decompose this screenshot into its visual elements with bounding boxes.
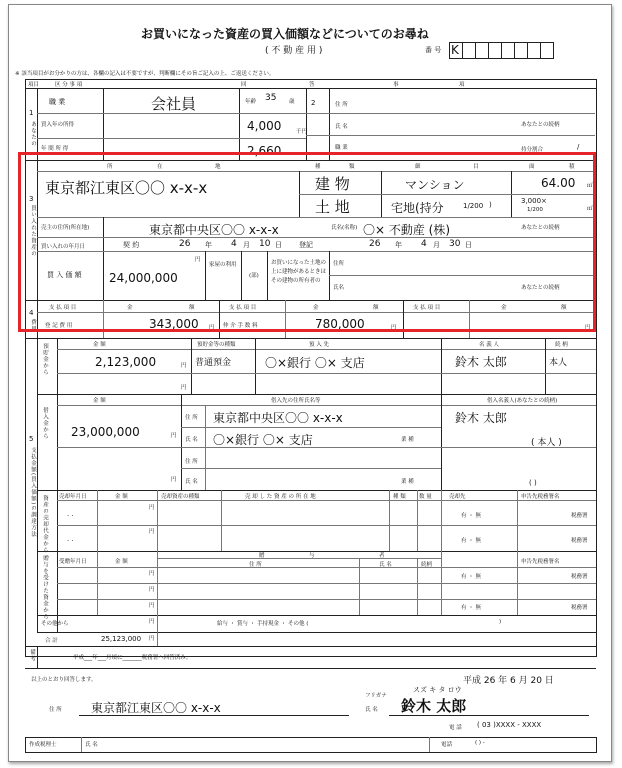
notes-text[interactable]: 平成___年___月頃に_______税務署へ回答済み。 (73, 655, 192, 661)
relation-header: 続 柄 (555, 342, 568, 348)
number-cell[interactable] (488, 42, 502, 59)
fee-header-amount-3a: 金 (501, 305, 507, 311)
notes-label: 備考 (29, 649, 35, 662)
fee-unit: 円 (391, 325, 397, 331)
gift-amount-header: 金 額 (115, 559, 128, 565)
property-detail-land[interactable]: 宅地(持分 (391, 201, 444, 215)
footer-address-label: 住 所 (49, 707, 62, 713)
spouse-name-label: 氏 名 (335, 124, 348, 130)
statement-text: 以上のとおり回答します。 (31, 677, 97, 683)
loan-amount[interactable]: 23,000,000 (71, 425, 140, 439)
col-header-detail-1: 細 (415, 164, 421, 170)
own-funds-unit: 円 (181, 385, 187, 391)
number-cell[interactable] (475, 42, 489, 59)
lender-name-label: 氏 名 (185, 437, 198, 443)
fee-unit: 円 (585, 325, 591, 331)
section-number-3: 3 (29, 195, 34, 203)
col-header-answer-4: 項 (459, 82, 465, 88)
section-number-2: 2 (311, 99, 316, 107)
section-number-4: 4 (29, 309, 34, 317)
number-cell[interactable] (527, 42, 541, 59)
contract-day[interactable]: 10 (259, 239, 271, 249)
loan-unit: 円 (171, 477, 177, 483)
preparer-row (25, 737, 597, 753)
col-header-type-2: 類 (349, 164, 355, 170)
fee-header-item-2: 支 払 項 目 (229, 305, 257, 311)
sale-tax-office-header: 申告先税務署名 (521, 494, 560, 500)
col-header-location-3: 地 (215, 164, 221, 170)
preparer-name-label: 氏 名 (85, 742, 98, 748)
sale-date-header: 売却年月日 (59, 494, 87, 500)
year-unit: 年 (205, 241, 212, 249)
gift-yesno-1[interactable]: 有 ・ 無 (461, 574, 481, 580)
contract-month[interactable]: 4 (231, 239, 237, 249)
total-amount[interactable]: 25,123,000 (101, 635, 142, 643)
prev-owner-name-label: 氏名 (333, 285, 345, 291)
footer-name[interactable]: 鈴木 太郎 (401, 697, 467, 715)
col-header-location-1: 所 (107, 164, 113, 170)
total-unit: 円 (149, 636, 155, 642)
gift-unit-2: 円 (149, 587, 155, 593)
registration-day[interactable]: 30 (449, 239, 461, 249)
gift-relation-header: 続柄 (421, 562, 433, 568)
borrower-relation[interactable]: ( 本人 ) (531, 438, 562, 448)
gift-date-header: 受贈年月日 (59, 559, 87, 565)
bank-header: 預 入 先 (309, 342, 329, 348)
borrower-header: 借入名義人(あなたとの続柄) (487, 398, 558, 404)
col-header-answer-1: 回 (241, 82, 247, 88)
gift-tax-office-header: 申告先税務署名 (521, 559, 560, 565)
other-funds-options[interactable]: 給与 ・ 賞与 ・ 手持現金 ・ その他 ( (217, 621, 309, 627)
phone-value[interactable]: ( 03 )XXXX - XXXX (477, 721, 542, 729)
own-funds-amount[interactable]: 2,123,000 (95, 355, 157, 369)
sale-yesno-1[interactable]: 有 ・ 無 (461, 513, 481, 519)
sale-qty-header: 数 量 (419, 494, 432, 500)
gift-tax-office-2: 税務署 (571, 605, 588, 611)
house-use-unit: (部) (249, 273, 259, 279)
sale-date-2[interactable]: . . (67, 535, 74, 543)
lender-type-label: 業 種 (401, 437, 414, 443)
spouse-job-label: 職 業 (335, 145, 348, 151)
lender-address-label-2: 住 所 (185, 459, 198, 465)
loan-unit: 円 (171, 433, 177, 439)
gift-yesno-2[interactable]: 有 ・ 無 (461, 605, 481, 611)
holder-header: 名 義 人 (479, 342, 499, 348)
prev-owner-relation-label: あなたとの続柄 (521, 285, 560, 291)
fee-item-registration: 登 記 費 用 (45, 323, 73, 329)
area-unit-building: ㎡ (587, 183, 593, 189)
gift-header-2: 与 (309, 553, 315, 559)
col-header-detail-2: 目 (473, 164, 479, 170)
lender-address[interactable]: 東京都中央区〇〇 x-x-x (213, 411, 343, 425)
purchase-price[interactable]: 24,000,000 (109, 271, 178, 285)
sale-tax-office-2: 税務署 (571, 538, 588, 544)
highlight-frame (18, 152, 596, 332)
section-side-label-5: 支払金額(買入価額)の調達方法 (30, 447, 36, 538)
form-subtitle: ( 不 動 産 用 ) (265, 46, 323, 56)
sale-tax-office-1: 税務署 (571, 513, 588, 519)
area-building[interactable]: 64.00 (541, 176, 576, 190)
total-label: 合 計 (45, 638, 58, 644)
fee-header-item-1: 支 払 項 目 (49, 305, 77, 311)
section-side-label-1: あなたの (30, 121, 36, 147)
day-unit: 日 (275, 241, 282, 249)
col-header-area-2: 積 (569, 164, 575, 170)
gift-header-3: 者 (379, 553, 385, 559)
fee-header-amount-1a: 金 (127, 305, 133, 311)
lender-header: 借入先の住所氏名等 (271, 398, 321, 404)
gift-unit-1: 円 (149, 571, 155, 577)
col-header-type-1: 種 (315, 164, 321, 170)
sale-asset-type-header: 売却資産の種類 (161, 494, 200, 500)
footer-name-label: 氏 名 (365, 707, 378, 713)
holder-relation[interactable]: 本人 (549, 358, 568, 368)
fee-header-amount-2b: 額 (373, 305, 379, 311)
share-value[interactable]: / (577, 143, 580, 151)
year-unit: 年 (395, 241, 402, 249)
furigana-label: フリガナ (365, 693, 387, 699)
col-header-answer-2: 答 (309, 82, 315, 88)
sale-amount-header: 金 額 (115, 494, 128, 500)
fee-header-amount-3b: 額 (561, 305, 567, 311)
form-title: お買いになった資産の買入価額などについてのお尋ね (141, 27, 429, 41)
income-label-1: 買入年の所得 (41, 122, 75, 128)
sale-asset-location-header: 売 却 し た 資 産 の 所 在 地 (245, 494, 316, 500)
gift-name-header: 氏 名 (379, 562, 392, 568)
sale-unit-1: 円 (149, 505, 155, 511)
asset-sale-label: 資産の売却代金から (42, 495, 48, 554)
month-unit: 月 (243, 241, 250, 249)
section-number-1: 1 (29, 109, 34, 117)
preparer-phone[interactable]: ( ) - (475, 740, 485, 746)
other-unit: 円 (149, 619, 155, 625)
sale-yesno-2[interactable]: 有 ・ 無 (461, 538, 481, 544)
age-label: 年齢 (245, 99, 257, 105)
property-detail-building[interactable]: マンション (405, 178, 465, 192)
lender-name-label-2: 氏 名 (185, 479, 198, 485)
section-side-label-3: 買い入れた資産の (30, 205, 36, 257)
job-label: 職 業 (49, 98, 66, 106)
fee-item-brokerage: 仲 介 手 数 料 (223, 323, 258, 329)
spouse-relation-label: あなたとの続柄 (521, 122, 560, 128)
gift-address-header: 住 所 (249, 562, 262, 568)
number-cell[interactable] (501, 42, 515, 59)
own-funds-unit: 円 (181, 363, 187, 369)
other-paren-close: ) (499, 619, 502, 625)
registration-year[interactable]: 26 (369, 239, 381, 249)
borrower-relation-2[interactable]: ( ) (529, 479, 537, 487)
footer-address[interactable]: 東京都江東区〇〇 x-x-x (91, 701, 221, 715)
instruction-text: ※ 該当項目がお分かりの方は、各欄の記入は不要ですが、判断欄にその旨ご記入の上、ご返送ください。 (15, 71, 275, 77)
seller-name-label: 氏名(名称) (331, 225, 358, 231)
sale-date-1[interactable]: . . (67, 510, 74, 518)
area-unit-land: ㎡ (587, 206, 593, 212)
furigana-value[interactable]: スズ キ タ ロウ (413, 686, 462, 694)
lender-address-label: 住 所 (185, 415, 198, 421)
col-header-area-1: 面 (529, 164, 535, 170)
age-value[interactable]: 35 (265, 93, 277, 103)
number-prefix-cell: K (449, 42, 463, 59)
sale-unit-2: 円 (149, 529, 155, 535)
fee-header-amount-1b: 額 (189, 305, 195, 311)
job-value[interactable]: 会社員 (151, 95, 197, 113)
registration-label: 登記 (299, 241, 313, 249)
gift-header-1: 贈 (259, 553, 265, 559)
number-cell[interactable] (462, 42, 476, 59)
number-label: 番 号 (425, 46, 442, 54)
house-use-label: 家屋の利用 (209, 262, 237, 268)
purchase-price-label: 買 入 価 額 (47, 271, 82, 279)
fee-header-amount-2a: 金 (313, 305, 319, 311)
sale-buyer-header: 売却先 (449, 494, 466, 500)
fee-registration-amount[interactable]: 343,000 (149, 317, 199, 331)
area-land-share[interactable]: 1/200 (527, 207, 543, 213)
seller-relation-label: あなたとの続柄 (521, 225, 560, 231)
gift-tax-office-1: 税務署 (571, 574, 588, 580)
spouse-address-label: 住 所 (335, 102, 348, 108)
income-value-1[interactable]: 4,000 (247, 119, 282, 133)
borrower-name[interactable]: 鈴木 太郎 (455, 411, 507, 425)
fee-unit: 円 (209, 325, 215, 331)
section-number-5: 5 (29, 435, 34, 443)
own-funds-label: 預貯金から (42, 343, 48, 376)
number-cell[interactable] (540, 42, 554, 59)
seller-address-label: 売主の住所(所在地) (41, 225, 90, 231)
bank-name[interactable]: 〇×銀行 〇× 支店 (265, 356, 365, 370)
deposit-type-header: 預貯金等の種類 (197, 342, 236, 348)
section-side-label-4: 費用 (30, 319, 36, 332)
contract-label: 契 約 (123, 241, 140, 249)
share-label: 持分割合 (521, 147, 544, 153)
phone-label: 電 話 (449, 725, 462, 731)
prev-owner-label: お買いになった土地の上に建物があるときはその建物の所有者の (271, 260, 327, 284)
purchase-price-unit: 円 (195, 257, 201, 263)
month-unit: 月 (433, 241, 440, 249)
fee-header-item-3: 支 払 項 目 (413, 305, 441, 311)
tax-inquiry-form (8, 4, 612, 762)
answer-date[interactable]: 平成 26 年 6 月 20 日 (463, 676, 554, 686)
loan-amount-header: 金 額 (93, 398, 106, 404)
loan-label: 借入金から (42, 407, 48, 440)
col-header-category: 区 分 事 項 (55, 82, 83, 88)
property-type-land[interactable]: 土 地 (315, 198, 350, 216)
seller-address[interactable]: 東京都中央区〇〇 x-x-x (149, 223, 279, 237)
registration-month[interactable]: 4 (421, 239, 427, 249)
prev-owner-address-label: 住所 (333, 261, 345, 267)
contract-year[interactable]: 26 (179, 239, 191, 249)
preparer-phone-label: 電話 (441, 742, 453, 748)
fee-brokerage-amount[interactable]: 780,000 (315, 317, 365, 331)
deposit-type[interactable]: 普通預金 (195, 358, 232, 368)
property-type-building[interactable]: 建 物 (315, 175, 350, 193)
number-cell[interactable] (514, 42, 528, 59)
income-label-2: 年 間 所 得 (41, 146, 69, 152)
col-header-item: 項目 (28, 82, 40, 88)
own-amount-header: 金 額 (93, 342, 106, 348)
gift-unit-3: 円 (149, 603, 155, 609)
day-unit: 日 (465, 241, 472, 249)
area-land[interactable]: 3,000× (521, 197, 547, 205)
col-header-location-2: 在 (157, 164, 163, 170)
gift-label: 贈与を受けた資金から (42, 555, 48, 620)
age-unit: 歳 (289, 99, 295, 105)
holder-name[interactable]: 鈴木 太郎 (455, 355, 507, 369)
income-unit: 千円 (296, 129, 308, 135)
income-value-2[interactable]: 2,660 (247, 144, 282, 158)
other-funds-label: その他から (41, 621, 69, 627)
lender-name[interactable]: 〇×銀行 〇× 支店 (213, 433, 313, 447)
land-share-paren: ) (489, 201, 492, 209)
property-location[interactable]: 東京都江東区〇〇 x-x-x (45, 179, 208, 197)
sale-kind-header: 種 類 (393, 494, 406, 500)
col-header-answer-3: 事 (393, 82, 399, 88)
purchase-date-label: 買い入れの年月日 (41, 244, 86, 250)
land-share[interactable]: 1/200 (463, 202, 484, 210)
seller-name[interactable]: 〇× 不動産 (株) (363, 223, 451, 237)
preparer-label: 作成税理士 (29, 742, 57, 748)
lender-type-label-2: 業 種 (401, 479, 414, 485)
